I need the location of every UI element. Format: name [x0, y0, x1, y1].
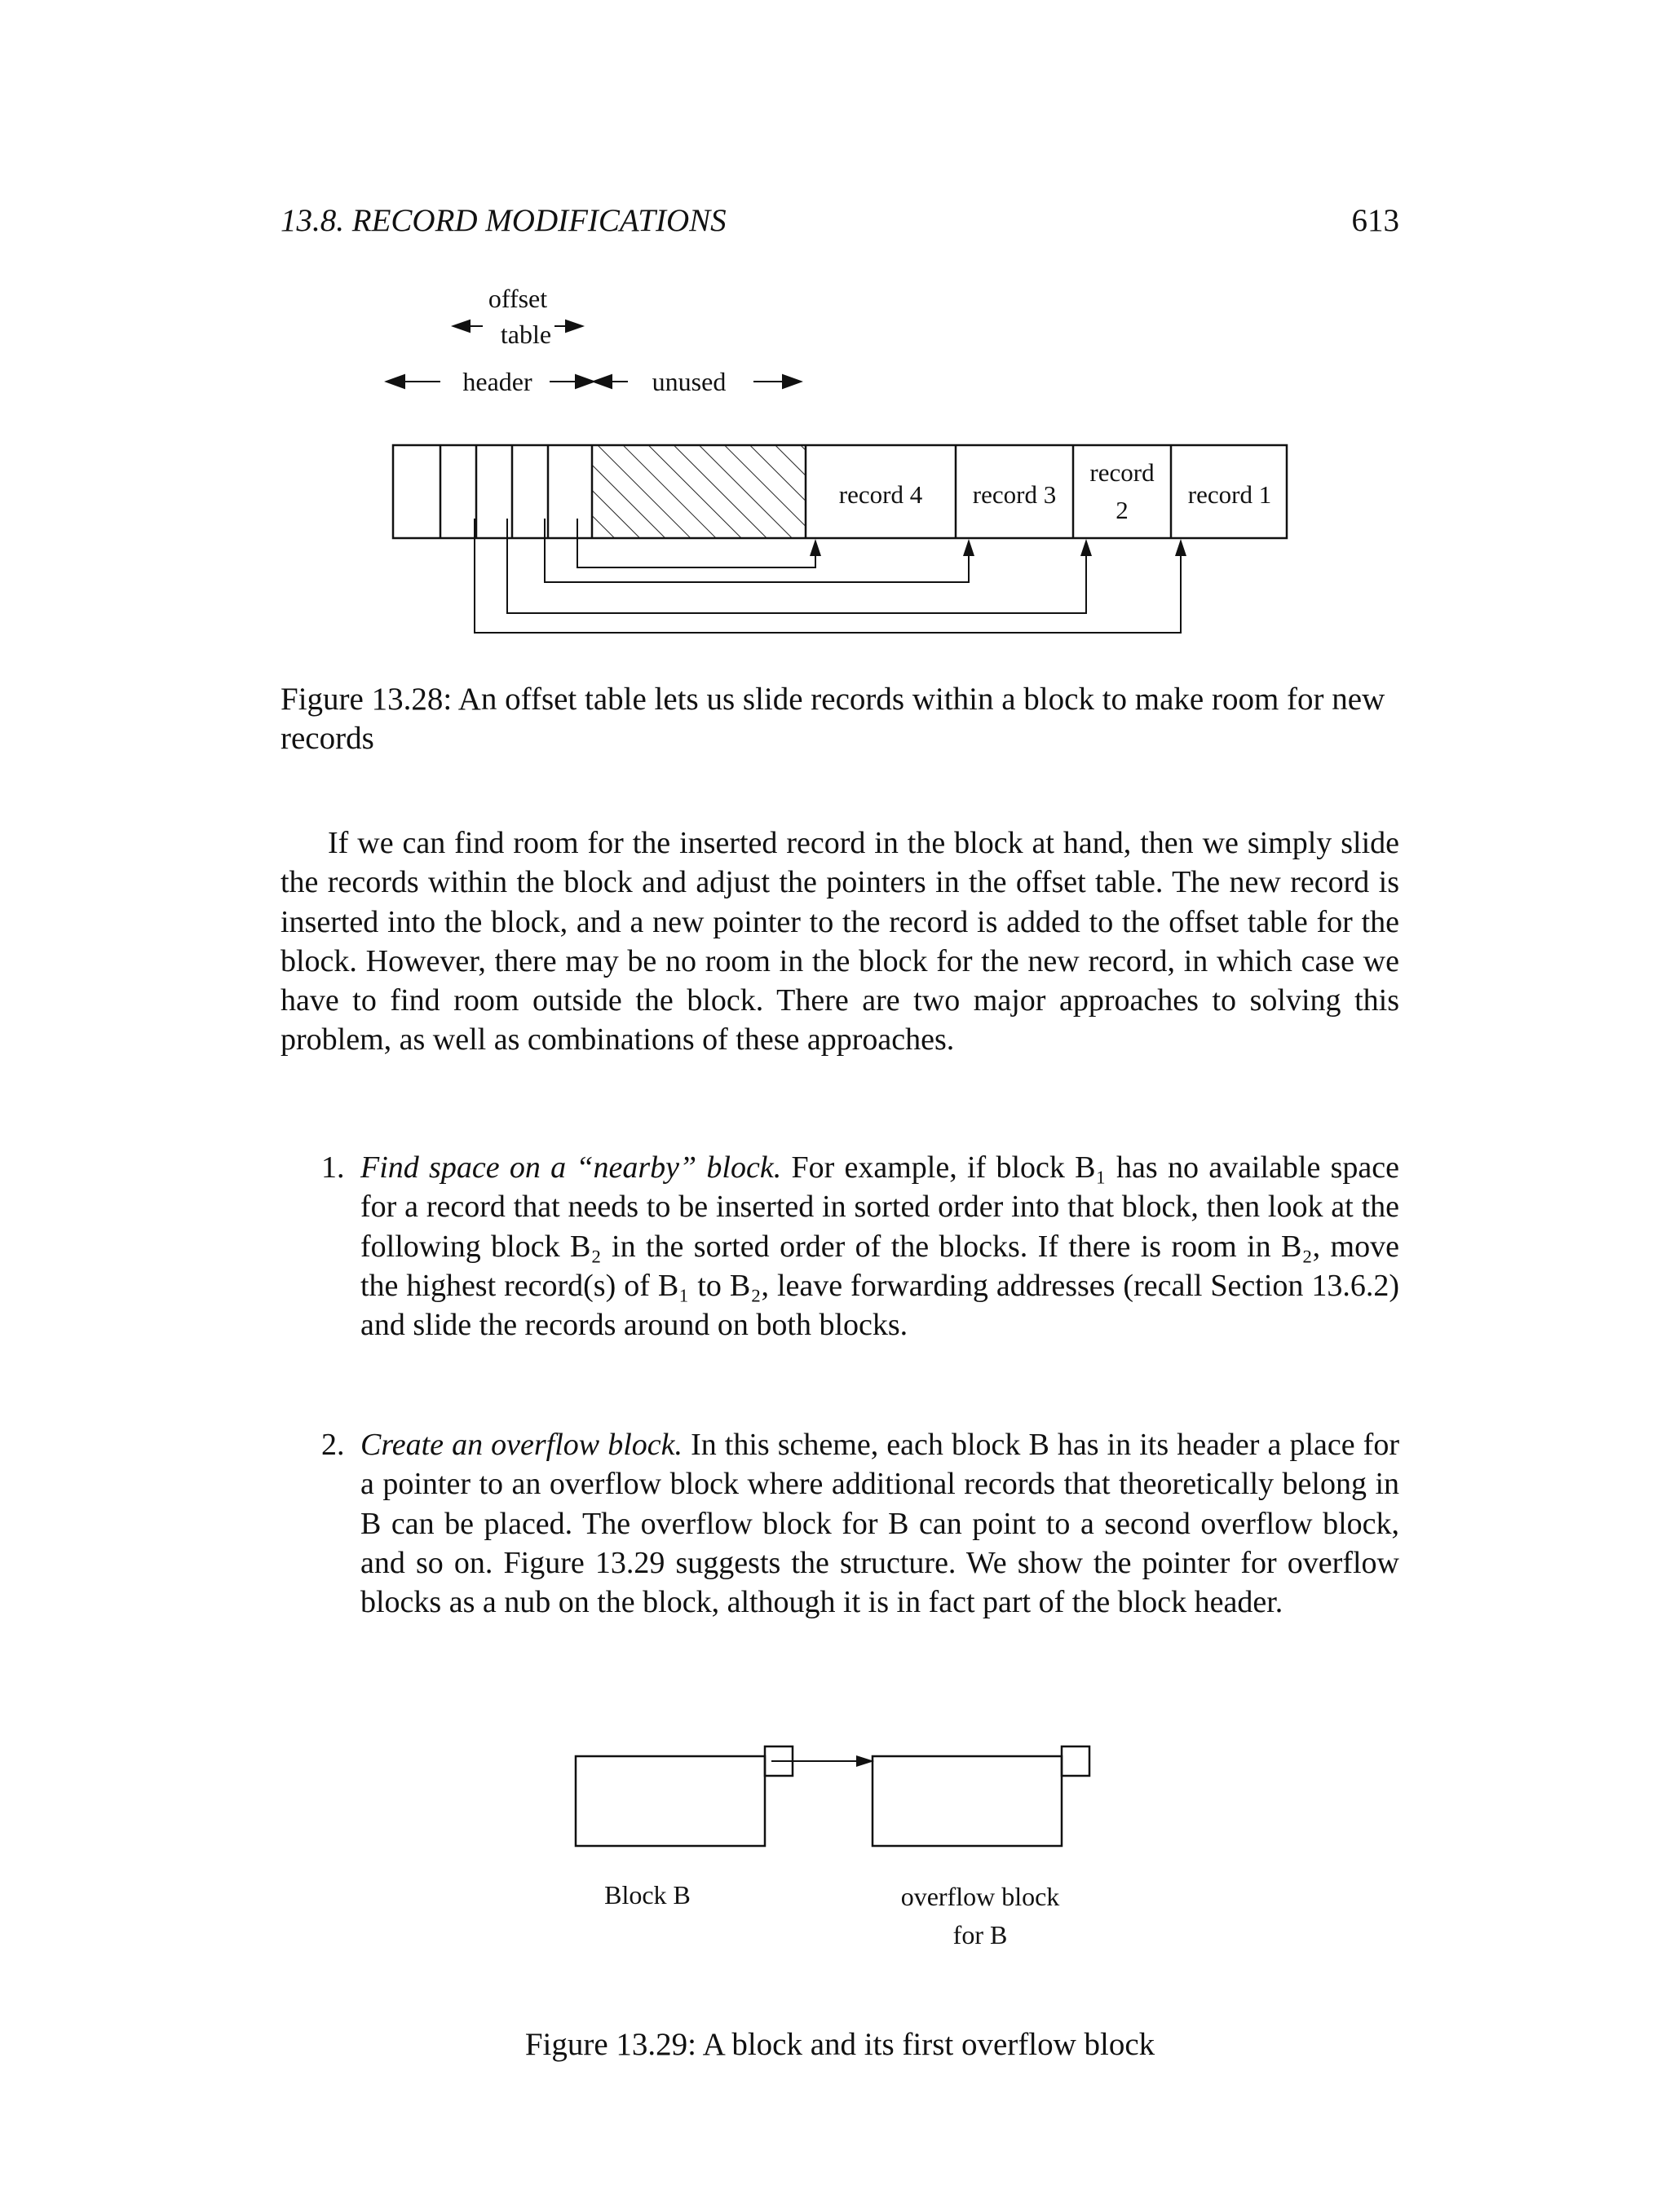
label-overflow-line1: overflow block — [900, 1882, 1060, 1911]
figure-13-28-caption: Figure 13.28: An offset table lets us slide records within a block to make room for new records — [281, 682, 1385, 756]
label-block-b: Block B — [604, 1880, 691, 1910]
label-offset: offset — [488, 284, 548, 313]
label-table: table — [500, 320, 552, 349]
list-item — [281, 1425, 1399, 1622]
figure-13-29-caption: Figure 13.29: A block and its first overflow block — [524, 2027, 1155, 2062]
list-text: For example, if block B₁ has no available space for a record that needs to be inserted in sorted order into that block, then look at the following block B₂ in the sorted order of the blocks. If there is room in B₂, move the highest record(s) of B₁ to B₂, leave forwarding addresses (recall Section 13.6.2) and slide the records around on both blocks. — [360, 1150, 1399, 1343]
label-record-2-line1: record — [1089, 458, 1155, 487]
list-number: 2. — [321, 1428, 345, 1462]
figure-overflow-block — [563, 1737, 1117, 2030]
label-overflow-line2: for B — [952, 1920, 1008, 1949]
label-record-4: record 4 — [838, 480, 923, 509]
label-record-2-line2: 2 — [1116, 496, 1129, 524]
header-unused-arrows — [387, 375, 801, 388]
offset-pointers — [475, 519, 1181, 633]
pointer-arrowheads — [810, 539, 1186, 556]
body-paragraph: If we can find room for the inserted record in the block at hand, then we simply slide the records within the block and adjust the pointers in the offset table. The new record is inserted into the block, and a new pointer to the record is added to the offset table for the block. However, there may be no room in the block for the new record, in which case we have to find room outside the block. There are two major approaches to solving this problem, as well as combinations of these approaches. — [281, 826, 1399, 1057]
running-head — [281, 202, 1399, 251]
overflow-block — [873, 1756, 1062, 1846]
list-number: 1. — [321, 1150, 345, 1185]
label-record-1: record 1 — [1187, 480, 1272, 509]
list-text: In this scheme, each block B has in its header a place for a pointer to an overflow block where additional records that theoretically belong in B can be placed. The overflow block for B can point to a second overflow block, and so on. Figure 13.29 suggests the structure. We show the pointer for overflow blocks as a nub on the block, although it is in fact part of the block header. — [360, 1428, 1399, 1620]
label-record-3: record 3 — [972, 480, 1057, 509]
list-lead: Find space on a “nearby” block. — [360, 1150, 782, 1185]
label-header: header — [462, 367, 532, 396]
page-number: 613 — [1351, 203, 1399, 238]
list-item — [281, 1148, 1399, 1344]
overflow-block-nub — [1062, 1746, 1089, 1776]
overflow-pointer-arrowhead — [856, 1755, 874, 1767]
label-unused: unused — [652, 367, 727, 396]
list-lead: Create an overflow block. — [360, 1428, 683, 1462]
section-title: 13.8. RECORD MODIFICATIONS — [281, 203, 727, 238]
figure-offset-table — [383, 282, 1297, 649]
block-b — [576, 1756, 765, 1846]
unused-hatched-area — [593, 446, 805, 537]
